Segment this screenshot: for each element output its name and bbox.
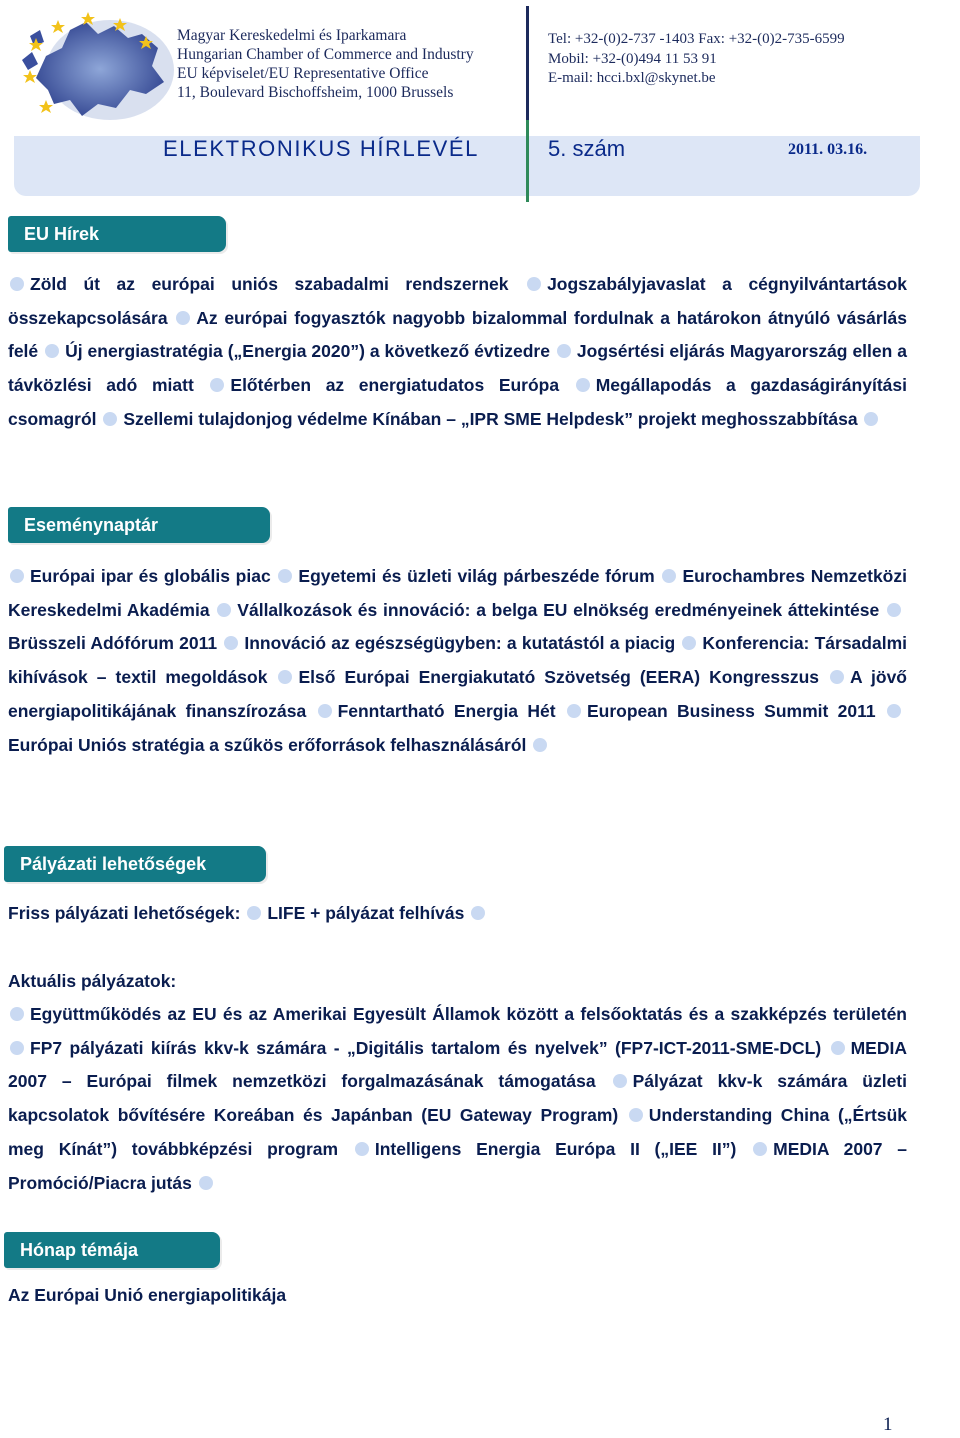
bullet-icon [45, 344, 59, 358]
list-item[interactable]: Európai ipar és globális piac [30, 566, 271, 586]
org-name-hu: Magyar Kereskedelmi és Iparkamara [177, 27, 407, 44]
bullet-icon [471, 906, 485, 920]
bullet-icon [278, 569, 292, 583]
list-item[interactable]: Egyetemi és üzleti világ párbeszéde fórum [298, 566, 655, 586]
list-item[interactable]: Intelligens Energia Európa II („IEE II”) [374, 1138, 737, 1159]
list-item[interactable]: Megállapodás a gazdaságirányítási csomagról [8, 375, 907, 429]
fresh-tenders-line [8, 903, 491, 924]
bullet-icon [613, 1074, 627, 1088]
list-item[interactable]: MEDIA 2007 – Promóció/Piacra jutás [8, 1138, 907, 1193]
bullet-icon [278, 670, 292, 684]
fresh-tenders-label: Friss pályázati lehetőségek: [8, 903, 241, 923]
bullet-icon [199, 1176, 213, 1190]
bullet-icon [10, 277, 24, 291]
list-item[interactable]: Konferencia: Társadalmi kihívások – textil megoldások [8, 633, 907, 688]
bullet-icon [217, 603, 231, 617]
current-tenders-list [8, 998, 907, 1200]
bullet-icon [887, 704, 901, 718]
current-tenders-label: Aktuális pályázatok: [8, 971, 177, 991]
list-item[interactable]: Eurochambres Nemzetközi Kereskedelmi Akadémia [8, 566, 907, 620]
section-tab-eu-news[interactable]: EU Hírek [8, 216, 226, 252]
bullet-icon [318, 704, 332, 718]
list-item[interactable]: FP7 pályázati kiírás kkv-k számára - „Digitális tartalom és nyelvek” (FP7-ICT-2011-SME-DCL) [30, 1037, 822, 1058]
list-item[interactable]: Vállalkozások és innováció: a belga EU elnökség eredményeinek áttekintése [237, 599, 880, 620]
list-item[interactable]: A jövő energiapolitikájának finanszírozása [8, 667, 907, 721]
page-number: 1 [883, 1414, 893, 1435]
bullet-icon [864, 412, 878, 426]
list-item[interactable]: MEDIA 2007 – Európai filmek nemzetközi forgalmazásának támogatása [8, 1037, 907, 1092]
list-item[interactable]: Fenntartható Energia Hét [337, 700, 556, 721]
list-item[interactable]: Európai Uniós stratégia a szűkös erőforrások felhasználásáról [8, 734, 527, 755]
bullet-icon [224, 636, 238, 650]
bullet-icon [831, 1041, 845, 1055]
bullet-icon [567, 704, 581, 718]
list-item[interactable]: Understanding China („Értsük meg Kínát”) továbbképzési program [8, 1105, 908, 1159]
bullet-icon [103, 412, 117, 426]
list-item[interactable]: Előtérben az energiatudatos Európa [230, 375, 560, 396]
list-item[interactable]: Jogszabályjavaslat a cégnyilvántartások összekapcsolására [8, 274, 907, 328]
bullet-icon [176, 311, 190, 325]
list-item[interactable]: Pályázat kkv-k számára üzleti kapcsolatok bővítésére Koreában és Japánban (EU Gateway Program) [8, 1071, 907, 1126]
bullet-icon [830, 670, 844, 684]
bullet-icon [527, 277, 541, 291]
bullet-icon [887, 603, 901, 617]
list-item[interactable]: Innováció az egészségügyben: a kutatástól a piacig [244, 633, 676, 654]
bullet-icon [10, 1007, 24, 1021]
events-list [8, 560, 907, 762]
list-item[interactable]: Jogsértési eljárás Magyarország ellen a távközlési adó miatt [8, 341, 907, 396]
bullet-icon [629, 1108, 643, 1122]
contact-mobile: Mobil: +32-(0)494 11 53 91 [548, 50, 717, 67]
bullet-icon [533, 738, 547, 752]
section-tab-tenders[interactable]: Pályázati lehetőségek [4, 846, 266, 882]
list-item[interactable]: Brüsszeli Adófórum 2011 [8, 633, 218, 654]
list-item[interactable]: Zöld út az európai uniós szabadalmi rendszernek [30, 274, 509, 294]
org-address: 11, Boulevard Bischoffsheim, 1000 Brussels [177, 84, 454, 101]
list-item[interactable]: Együttműködés az EU és az Amerikai Egyesült Államok között a felsőoktatás és a szakképzés területén [30, 1004, 907, 1024]
list-item[interactable]: Szellemi tulajdonjog védelme Kínában – „IPR SME Helpdesk” projekt meghosszabbítása [123, 408, 858, 429]
fresh-tender-item[interactable]: LIFE + pályázat felhívás [267, 903, 465, 923]
issue-number: 5. szám [548, 136, 626, 161]
bullet-icon [10, 569, 24, 583]
contact-block [548, 30, 845, 89]
bullet-icon [576, 378, 590, 392]
bullet-icon [210, 378, 224, 392]
bullet-icon [682, 636, 696, 650]
contact-email[interactable]: E-mail: hcci.bxl@skynet.be [548, 70, 716, 86]
list-item[interactable]: Az európai fogyasztók nagyobb bizalommal fordulnak a határokon átnyúló vásárlás felé [8, 307, 907, 362]
bullet-icon [247, 906, 261, 920]
monthly-topic-text[interactable]: Az Európai Unió energiapolitikája [8, 1285, 287, 1305]
list-item[interactable]: Új energiastratégia („Energia 2020”) a következő évtizedre [65, 341, 550, 362]
list-item[interactable]: Első Európai Energiakutató Szövetség (EERA) Kongresszus [298, 667, 820, 688]
bullet-icon [662, 569, 676, 583]
org-name-en: Hungarian Chamber of Commerce and Industry [177, 46, 474, 63]
letterhead [0, 0, 960, 205]
bullet-icon [753, 1142, 767, 1156]
eu-map-logo [18, 8, 176, 126]
newsletter-title: ELEKTRONIKUS HÍRLEVÉL [163, 136, 480, 161]
contact-phone: Tel: +32-(0)2-737 -1403 Fax: +32-(0)2-735-6599 [548, 31, 845, 47]
bullet-icon [557, 344, 571, 358]
bullet-icon [355, 1142, 369, 1156]
section-tab-monthly-topic[interactable]: Hónap témája [4, 1232, 220, 1268]
bullet-icon [10, 1041, 24, 1055]
header-divider-accent [526, 120, 529, 202]
org-office: EU képviselet/EU Representative Office [177, 65, 429, 82]
section-tab-events[interactable]: Eseménynaptár [8, 507, 270, 543]
eu-news-list [8, 268, 907, 437]
issue-date: 2011. 03.16. [788, 141, 868, 158]
list-item[interactable]: European Business Summit 2011 [586, 700, 876, 721]
organization-block [177, 26, 474, 102]
